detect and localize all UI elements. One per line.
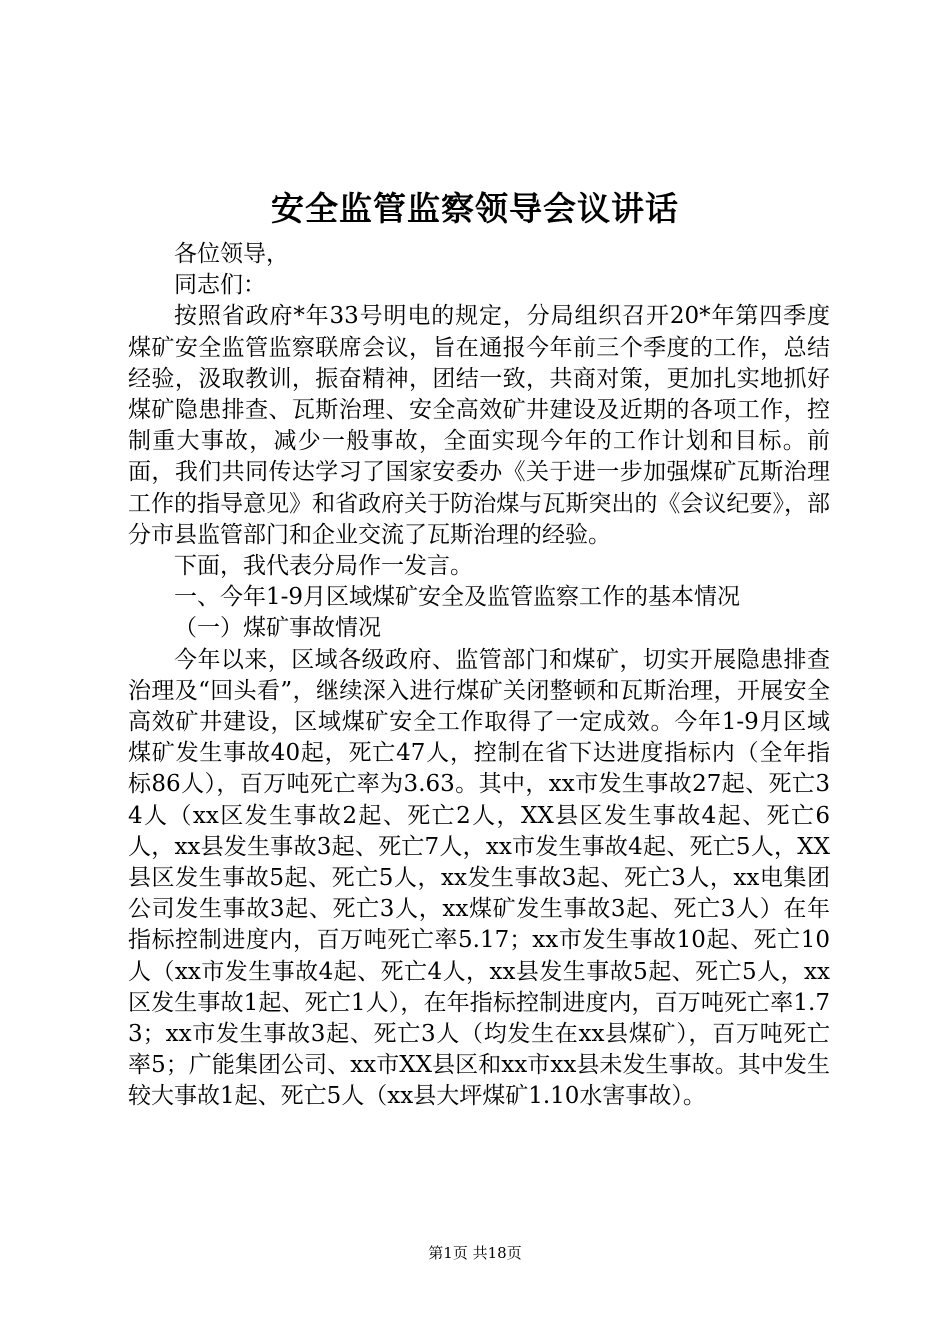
paragraph-accidents: 今年以来，区域各级政府、监管部门和煤矿，切实开展隐患排查治理及“回头看”，继续深入进行煤矿关闭整顿和瓦斯治理，开展安全高效矿井建设，区域煤矿安全工作取得了一定成效。今年1-9月区域煤矿发生事故40起，死亡47人，控制在省下达进度指标内（全年指标86人），百万吨死亡率为3.63。其中，xx市发生事故27起、死亡34人（xx区发生事故2起、死亡2人，XX县区发生事故4起、死亡6人，xx县发生事故3起、死亡7人，xx市发生事故4起、死亡5人，XX县区发生事故5起、死亡5人，xx发生事故3起、死亡3人，xx电集团公司发生事故3起、死亡3人，xx煤矿发生事故3起、死亡3人）在年指标控制进度内，百万吨死亡率5.17；xx市发生事故10起、死亡10人（xx市发生事故4起、死亡4人，xx县发生事故5起、死亡5人，xx区发生事故1起、死亡1人），在年指标控制进度内，百万吨死亡率1.73；xx市发生事故3起、死亡3人（均发生在xx县煤矿），百万吨死亡率5；广能集团公司、xx市XX县区和xx市xx县未发生事故。其中发生较大事故1起、死亡5人（xx县大坪煤矿1.10水害事故）。 bbox=[128, 646, 830, 1110]
document-title: 安全监管监察领导会议讲话 bbox=[271, 189, 679, 228]
page-number: 第1页 共18页 bbox=[428, 1244, 522, 1262]
salutation-comrades: 同志们： bbox=[174, 272, 266, 299]
section-heading-1: 一、今年1-9月区域煤矿安全及监管监察工作的基本情况 bbox=[174, 584, 741, 611]
paragraph-statement: 下面，我代表分局作一发言。 bbox=[174, 553, 473, 580]
subsection-heading-1: （一）煤矿事故情况 bbox=[174, 615, 381, 642]
paragraph-intro: 按照省政府*年33号明电的规定，分局组织召开20*年第四季度煤矿安全监管监察联席会议，旨在通报今年前三个季度的工作，总结经验，汲取教训，振奋精神，团结一致，共商对策，更加扎实地抓好煤矿隐患排查、瓦斯治理、安全高效矿井建设及近期的各项工作，控制重大事故，减少一般事故，全面实现今年的工作计划和目标。前面，我们共同传达学习了国家安委办《关于进一步加强煤矿瓦斯治理工作的指导意见》和省政府关于防治煤与瓦斯突出的《会议纪要》，部分市县监管部门和企业交流了瓦斯治理的经验。 bbox=[128, 303, 830, 548]
salutation-leaders: 各位领导， bbox=[174, 241, 289, 267]
document-body bbox=[128, 239, 830, 1113]
